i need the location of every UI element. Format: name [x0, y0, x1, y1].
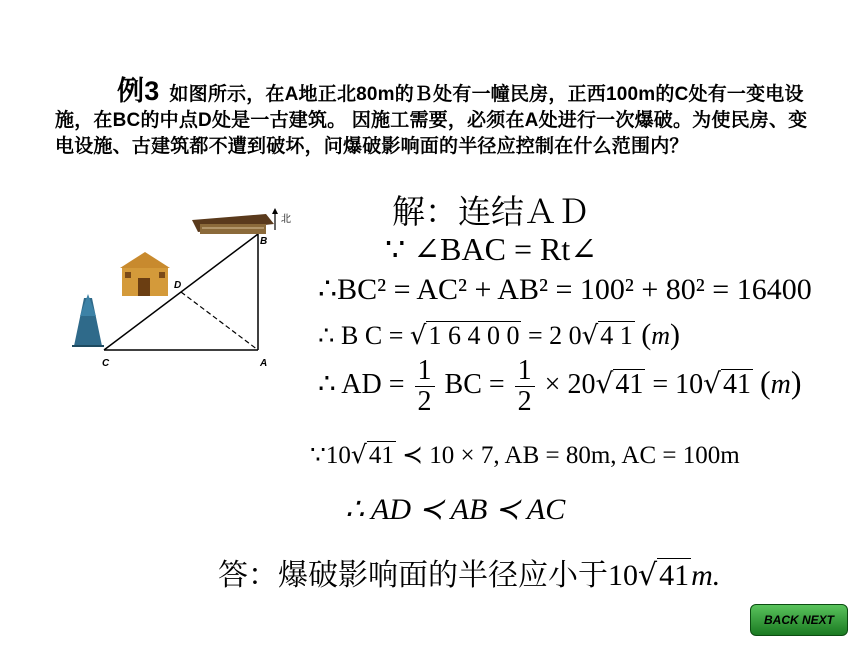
- answer-line: 答：爆破影响面的半径应小于10√41m.: [218, 558, 721, 593]
- label-C: C: [102, 358, 110, 369]
- problem-statement: [55, 78, 820, 160]
- house-icon: [192, 214, 274, 234]
- example-label: 例3: [117, 76, 160, 106]
- solution-title: 解：连结ＡＤ: [392, 192, 590, 231]
- solution-line-6: ∴ AD ≺ AB ≺ AC: [345, 493, 566, 526]
- label-B: B: [260, 236, 268, 247]
- back-next-button[interactable]: BACK NEXT: [750, 604, 848, 636]
- solution-line-3: ∴ B C = √1 6 4 0 0 = 2 0√4 1 (m): [318, 318, 680, 351]
- geometry-figure: [52, 198, 352, 378]
- solution-line-2: ∴BC² = AC² + AB² = 100² + 80² = 16400: [318, 273, 812, 306]
- electric-tower-icon: [72, 294, 104, 346]
- north-arrow-icon: [272, 208, 278, 230]
- north-label: 北: [281, 214, 291, 225]
- segment-AD: [181, 292, 258, 350]
- fraction-one-half-2: $\frac{1}{2}$: [515, 356, 535, 417]
- label-D: D: [174, 280, 182, 291]
- sqrt-41: 4 1: [600, 321, 633, 350]
- solution-line-5: ∵10√41 ≺ 10 × 7, AB = 80m, AC = 100m: [310, 440, 740, 469]
- solution-line-1: ∵ ∠BAC = Rt∠: [385, 231, 598, 267]
- sqrt-16400: 1 6 4 0 0: [428, 321, 520, 350]
- solution-line-4: ∴ AD = $\frac{1}{2}$ BC = $\frac{1}{2}$ × 20√41 = 10√41 (m): [318, 355, 802, 417]
- fraction-one-half: $\frac{1}{2}$: [415, 356, 435, 417]
- problem-text: 如图所示，在A地正北80m的Ｂ处有一幢民房，正西100m的C处有一变电设施，在BC的中点D处是一古建筑。 因施工需要，必须在A处进行一次爆破。为使民房、变电设施、古建筑都不遭到破坏，问爆破影响面的半径应控制在什么范围内？: [55, 84, 808, 157]
- ancient-building-icon: [120, 252, 170, 296]
- label-A: A: [260, 358, 268, 369]
